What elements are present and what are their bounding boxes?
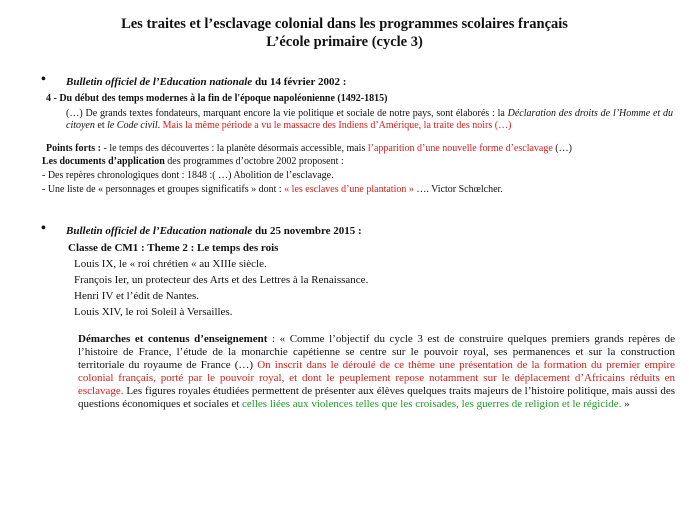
bulletin-title: Bulletin officiel de l’Education nationale <box>66 225 253 237</box>
king-item-henri-iv: Henri IV et l’édit de Nantes. <box>74 290 200 302</box>
bullet-1: • <box>41 72 46 87</box>
king-item-francois-ier: François Ier, un protecteur des Arts et des Lettres à la Renaissance. <box>74 274 369 286</box>
bullet-2: • <box>41 221 46 236</box>
bulletin-title: Bulletin officiel de l’Education nationale <box>66 76 253 88</box>
class-heading: Classe de CM1 : Theme 2 : Le temps des rois <box>68 242 279 254</box>
page-subtitle: L’école primaire (cycle 3) <box>266 34 423 50</box>
paragraph-demarches: Démarches et contenus d’enseignement : « Comme l’objectif du cycle 3 est de construire quelques premiers grands repères de l’histoire de France, l’étude de la monarchie capétienne se centre sur le pouvoir royal, ses permanences et sur la construction territoriale du royaume de France (…) On inscrit dans le déroulé de ce thème une présentation de la formation du premier empire colonial français, porté par le pouvoir royal, et dont le peuplement repose notamment sur le déplacement d’Africains réduits en esclavage. Les figures royales étudiées permettent de présenter aux élèves quelques traits majeurs de l’histoire politique, mais aussi des questions économiques et sociales et celles liées aux violences telles que les croisades, les guerres de religion et le régicide. » <box>78 333 675 410</box>
points-forts-line: Points forts : - le temps des découvertes : la planète désormais accessible, mais l’apparition d’une nouvelle forme d’esclavage (…) <box>46 143 572 154</box>
paragraph-textes-fondateurs: (…) De grands textes fondateurs, marquant encore la vie politique et sociale de notre pays, sont élaborés : la Déclaration des droits de l’Homme et du citoyen et le Code civil. Mais la même période a vu le massacre des Indiens d’Amérique, la traite des noirs (…) <box>66 108 673 131</box>
list-item-reperes: - Des repères chronologiques dont : 1848 :( …) Abolition de l’esclavage. <box>42 170 334 181</box>
king-item-louis-xiv: Louis XIV, le roi Soleil à Versailles. <box>74 306 233 318</box>
bulletin-date: du 25 novembre 2015 : <box>254 225 362 237</box>
bulletin-2015-heading <box>66 225 362 238</box>
period-subheading: 4 - Du début des temps modernes à la fin de l'époque napoléonienne (1492-1815) <box>46 93 388 104</box>
bulletin-date: du 14 février 2002 : <box>254 76 347 88</box>
page-title: Les traites et l’esclavage colonial dans les programmes scolaires français <box>121 16 568 32</box>
bulletin-2002-heading <box>66 76 346 89</box>
documents-application-line: Les documents d’application des programmes d’octobre 2002 proposent : <box>42 156 344 167</box>
king-item-louis-ix: Louis IX, le « roi chrétien « au XIIIe siècle. <box>74 258 267 270</box>
list-item-personnages: - Une liste de « personnages et groupes significatifs » dont : « les esclaves d’une plantation » …. Victor Schœlcher. <box>42 184 503 195</box>
